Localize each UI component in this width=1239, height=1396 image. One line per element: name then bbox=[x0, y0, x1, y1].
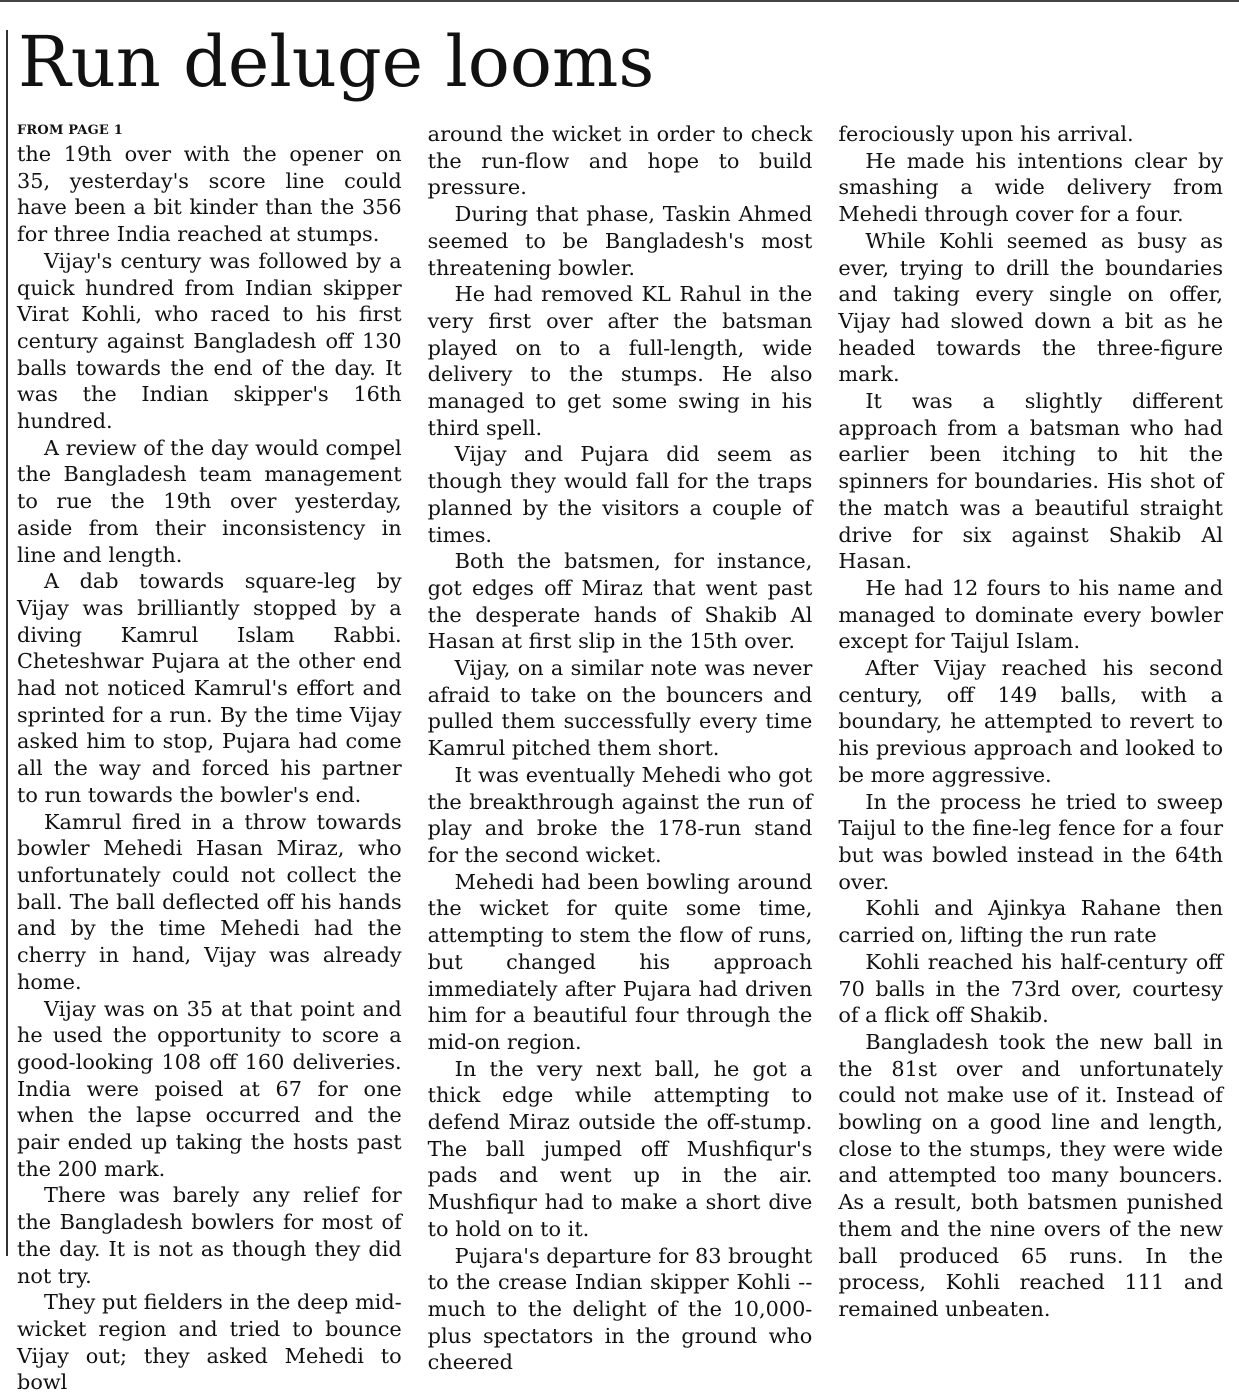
paragraph: A dab towards square-leg by Vijay was brilliantly stopped by a diving Kamrul Islam Rabbi. Cheteshwar Pujara at the other end had not noticed Kamrul's effort and sprinted for a run. By the time Vijay asked him to stop, Pujara had come all the way and forced his partner to run towards the bowler's end. bbox=[17, 569, 402, 807]
column-2 bbox=[427, 121, 813, 1375]
paragraph: Bangladesh took the new ball in the 81st over and unfortunately could not make use of it. Instead of bowling on a good line and length, close to the stumps, they were wide and attempted too many bouncers. As a result, both batsmen punished them and the nine overs of the new ball produced 65 runs. In the process, Kohli reached 111 and remained unbeaten. bbox=[838, 1029, 1224, 1321]
paragraph: He had 12 fours to his name and managed to dominate every bowler except for Taijul Islam. bbox=[838, 575, 1224, 654]
paragraph: Both the batsmen, for instance, got edges off Miraz that went past the desperate hands of Shakib Al Hasan at first slip in the 15th over. bbox=[427, 549, 813, 654]
paragraph: Mehedi had been bowling around the wicket for quite some time, attempting to stem the flow of runs, but changed his approach immediately after Pujara had driven him for a beautiful four through the mid-on region. bbox=[427, 869, 813, 1054]
paragraph: around the wicket in order to check the run-flow and hope to build pressure. bbox=[427, 122, 813, 200]
paragraph: Vijay and Pujara did seem as though they would fall for the traps planned by the visitors a couple of times. bbox=[427, 442, 813, 547]
paragraph: They put fielders in the deep mid-wicket region and tried to bounce Vijay out; they asked Mehedi to bowl bbox=[17, 1290, 402, 1395]
article-body bbox=[17, 121, 1224, 1395]
headline: Run deluge looms bbox=[18, 21, 655, 103]
paragraph: Vijay's century was followed by a quick hundred from Indian skipper Virat Kohli, who raced to his first century against Bangladesh off 130 balls towards the end of the day. It was the Indian skipper's 16th hundred. bbox=[17, 248, 402, 434]
paragraph: In the very next ball, he got a thick edge while attempting to defend Miraz outside the off-stump. The ball jumped off Mushfiqur's pads and went up in the air. Mushfiqur had to make a short dive to hold on to it. bbox=[427, 1056, 813, 1241]
paragraph: A review of the day would compel the Bangladesh team management to rue the 19th over yesterday, aside from their inconsistency in line and length. bbox=[17, 435, 402, 567]
column-1 bbox=[17, 121, 402, 1395]
paragraph: After Vijay reached his second century, off 149 balls, with a boundary, he attempted to revert to his previous approach and looked to be more aggressive. bbox=[838, 656, 1224, 787]
paragraph: Kohli reached his half-century off 70 balls in the 73rd over, courtesy of a flick off Shakib. bbox=[838, 949, 1224, 1028]
paragraph: Pujara's departure for 83 brought to the crease Indian skipper Kohli -- much to the delight of the 10,000-plus spectators in the ground who cheered bbox=[427, 1243, 813, 1375]
paragraph: the 19th over with the opener on 35, yesterday's score line could have been a bit kinder than the 356 for three India reached at stumps. bbox=[17, 142, 402, 247]
paragraph: There was barely any relief for the Bangladesh bowlers for most of the day. It is not as though they did not try. bbox=[17, 1183, 402, 1288]
paragraph: It was eventually Mehedi who got the breakthrough against the run of play and broke the 178-run stand for the second wicket. bbox=[427, 762, 813, 867]
paragraph: Kohli and Ajinkya Rahane then carried on, lifting the run rate bbox=[838, 896, 1224, 948]
paragraph: Vijay was on 35 at that point and he used the opportunity to score a good-looking 108 off 160 deliveries. India were poised at 67 for one when the lapse occurred and the pair ended up taking the hosts past the 200 mark. bbox=[17, 996, 402, 1181]
paragraph: He made his intentions clear by smashing a wide delivery from Mehedi through cover for a four. bbox=[838, 148, 1224, 227]
paragraph: ferociously upon his arrival. bbox=[838, 122, 1134, 146]
top-rule bbox=[0, 0, 1239, 2]
paragraph: Vijay, on a similar note was never afraid to take on the bouncers and pulled them successfully every time Kamrul pitched them short. bbox=[427, 656, 813, 761]
paragraph: During that phase, Taskin Ahmed seemed to be Bangladesh's most threatening bowler. bbox=[427, 202, 813, 280]
left-column-rule bbox=[6, 30, 8, 1256]
column-3 bbox=[838, 121, 1224, 1321]
paragraph: While Kohli seemed as busy as ever, trying to drill the boundaries and taking every single on offer, Vijay had slowed down a bit as he headed towards the three-figure mark. bbox=[838, 228, 1224, 387]
paragraph: Kamrul fired in a throw towards bowler Mehedi Hasan Miraz, who unfortunately could not collect the ball. The ball deflected off his hands and by the time Mehedi had the cherry in hand, Vijay was already home. bbox=[17, 809, 402, 994]
paragraph: It was a slightly different approach from a batsman who had earlier been itching to hit the spinners for boundaries. His shot of the match was a beautiful straight drive for six against Shakib Al Hasan. bbox=[838, 389, 1224, 574]
paragraph: In the process he tried to sweep Taijul to the fine-leg fence for a four but was bowled instead in the 64th over. bbox=[838, 789, 1224, 894]
paragraph: He had removed KL Rahul in the very first over after the batsman played on to a full-length, wide delivery to the stumps. He also managed to get some swing in his third spell. bbox=[427, 282, 813, 440]
jump-label: FROM PAGE 1 bbox=[17, 123, 123, 138]
